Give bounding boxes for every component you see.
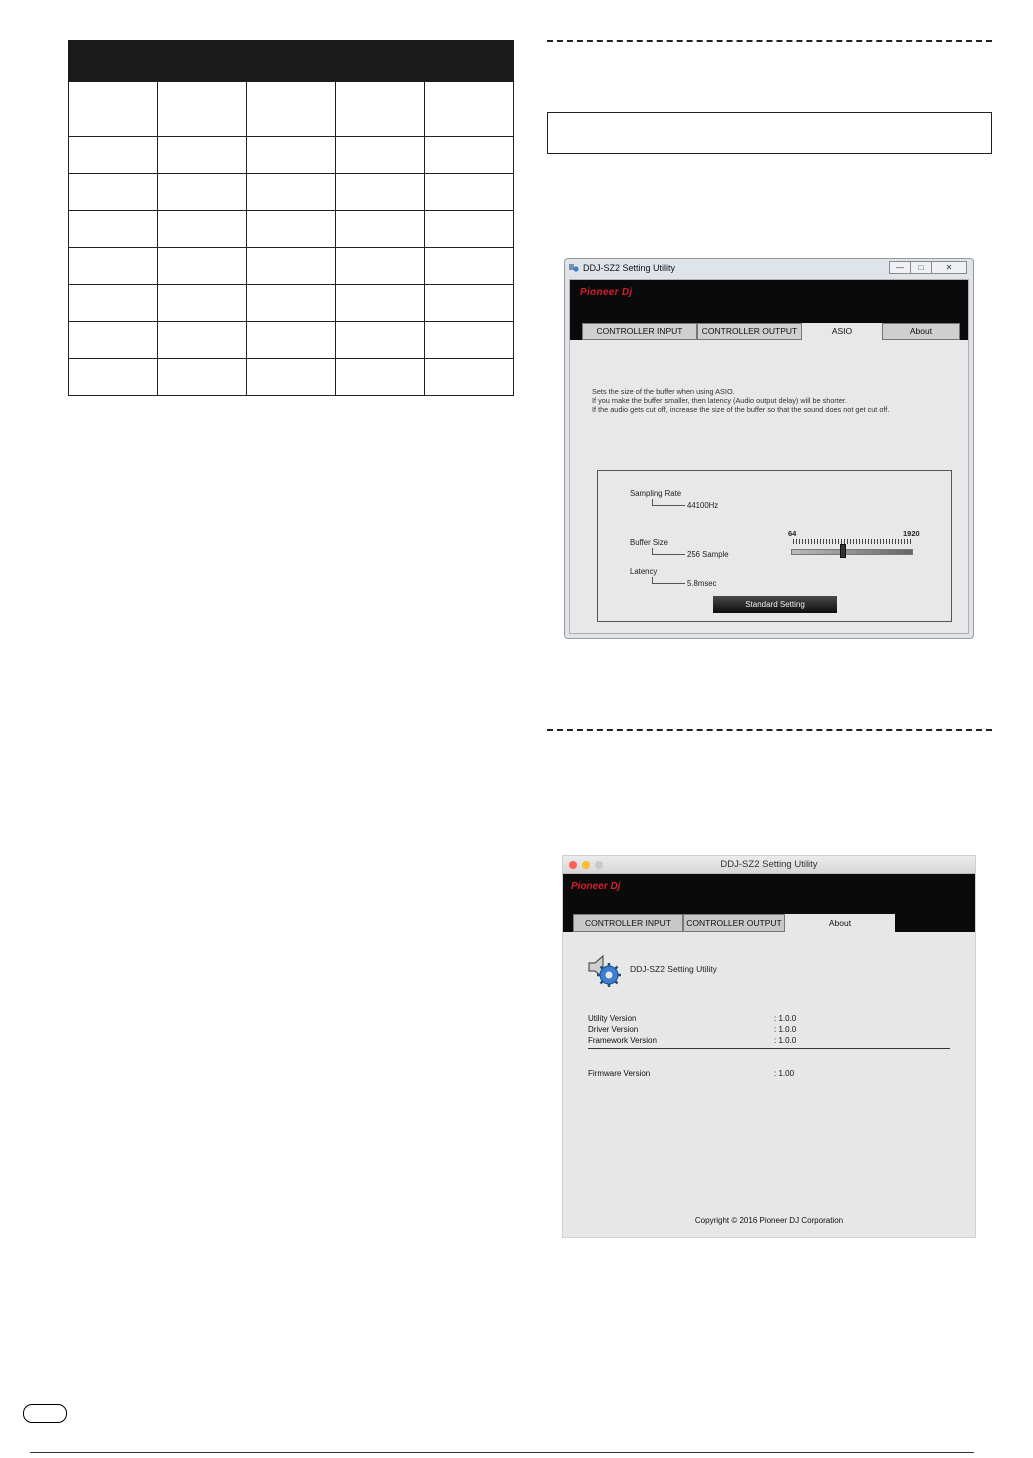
table-cell: [425, 248, 514, 285]
table-header-row: [69, 41, 514, 82]
table-cell: [69, 137, 158, 174]
framework-version-label: Framework Version: [588, 1036, 657, 1045]
pioneer-dj-logo: Pioneer Dj: [580, 287, 633, 298]
table-row: [69, 359, 514, 396]
connector-line: [652, 548, 685, 555]
table-cell: [425, 211, 514, 248]
slider-min-label: 64: [788, 529, 797, 538]
table-cell: [158, 211, 247, 248]
copyright-text: Copyright © 2016 Pioneer DJ Corporation: [694, 1216, 844, 1225]
note-box: [547, 112, 992, 154]
table-cell: [425, 359, 514, 396]
table-cell: [247, 359, 336, 396]
table-cell: [158, 174, 247, 211]
window-controls: [890, 261, 967, 274]
table-row: [69, 137, 514, 174]
table-header-cell: [69, 41, 158, 82]
table-cell: [336, 82, 425, 137]
sampling-rate-value: 44100Hz: [687, 501, 719, 510]
app-icon: [569, 263, 579, 273]
table-cell: [336, 248, 425, 285]
table-cell: [425, 137, 514, 174]
tab-about[interactable]: About: [785, 914, 895, 932]
connector-line: [652, 499, 685, 506]
brand-header: [563, 874, 975, 932]
version-divider: [588, 1048, 950, 1049]
table-cell: [69, 322, 158, 359]
utility-version-label: Utility Version: [588, 1014, 637, 1023]
tab-asio[interactable]: ASIO: [802, 323, 882, 340]
section-divider-dashed: [547, 40, 992, 42]
table-cell: [69, 359, 158, 396]
table-cell: [247, 82, 336, 137]
table-cell: [69, 211, 158, 248]
table-row: [69, 285, 514, 322]
description-line: If you make the buffer smaller, then latency (Audio output delay) will be shorter.: [592, 396, 847, 405]
speaker-gear-icon: [587, 953, 625, 989]
window-titlebar: [569, 263, 675, 273]
connector-line: [652, 577, 685, 584]
tab-controller-output[interactable]: CONTROLLER OUTPUT: [697, 323, 802, 340]
table-row: [69, 211, 514, 248]
table-header-cell: [158, 41, 247, 82]
page-number-badge: [23, 1404, 67, 1423]
table-cell: [425, 174, 514, 211]
table-row: [69, 174, 514, 211]
table-cell: [158, 359, 247, 396]
window-titlebar: [563, 856, 975, 874]
description-line: If the audio gets cut off, increase the size of the buffer so that the sound does not get cut off.: [592, 405, 890, 414]
footer-rule: [30, 1452, 974, 1453]
table-cell: [425, 322, 514, 359]
table-cell: [158, 137, 247, 174]
latency-label: Latency: [630, 567, 658, 576]
table-header-cell: [247, 41, 336, 82]
maximize-button[interactable]: □: [910, 261, 932, 274]
table-cell: [158, 248, 247, 285]
slider-ticks: [793, 539, 913, 544]
close-button[interactable]: ✕: [931, 261, 967, 274]
slider-max-label: 1920: [903, 529, 920, 538]
spec-table: [68, 40, 514, 396]
tab-controller-input[interactable]: CONTROLLER INPUT: [582, 323, 697, 340]
table-row: [69, 82, 514, 137]
buffer-size-label: Buffer Size: [630, 538, 668, 547]
table-cell: [247, 248, 336, 285]
table-cell: [336, 322, 425, 359]
table-cell: [247, 211, 336, 248]
table-row: [69, 322, 514, 359]
tab-about[interactable]: About: [882, 323, 960, 340]
table-header-cell: [425, 41, 514, 82]
table-cell: [247, 285, 336, 322]
table-cell: [158, 285, 247, 322]
table-row: [69, 248, 514, 285]
table-cell: [158, 322, 247, 359]
table-cell: [69, 248, 158, 285]
slider-thumb[interactable]: [840, 544, 846, 558]
table-cell: [336, 174, 425, 211]
table-cell: [425, 82, 514, 137]
pioneer-dj-logo: Pioneer Dj: [571, 881, 621, 892]
table-cell: [336, 211, 425, 248]
standard-setting-button[interactable]: Standard Setting: [713, 596, 837, 613]
window-title: DDJ-SZ2 Setting Utility: [720, 859, 818, 870]
tab-controller-input[interactable]: CONTROLLER INPUT: [573, 914, 683, 932]
table-cell: [247, 174, 336, 211]
mac-setting-utility-window: [562, 855, 976, 1238]
brand-header: [570, 280, 968, 340]
framework-version-value: : 1.0.0: [774, 1036, 797, 1045]
firmware-version-label: Firmware Version: [588, 1069, 651, 1078]
table-cell: [425, 285, 514, 322]
minimize-button[interactable]: —: [889, 261, 911, 274]
table-cell: [336, 285, 425, 322]
windows-setting-utility-window: [564, 258, 974, 639]
buffer-size-slider[interactable]: [791, 549, 913, 555]
asio-description: [592, 387, 889, 414]
table-cell: [336, 137, 425, 174]
buffer-size-value: 256 Sample: [687, 550, 729, 559]
window-content: [569, 279, 969, 634]
firmware-version-value: : 1.00: [774, 1069, 795, 1078]
table-header-cell: [336, 41, 425, 82]
sampling-rate-label: Sampling Rate: [630, 489, 682, 498]
table-cell: [158, 82, 247, 137]
table-cell: [69, 82, 158, 137]
tab-controller-output[interactable]: CONTROLLER OUTPUT: [683, 914, 785, 932]
table-cell: [69, 174, 158, 211]
table-cell: [247, 137, 336, 174]
window-title: DDJ-SZ2 Setting Utility: [583, 263, 676, 273]
table-cell: [247, 322, 336, 359]
latency-value: 5.8msec: [687, 579, 717, 588]
table-cell: [336, 359, 425, 396]
table-cell: [69, 285, 158, 322]
driver-version-label: Driver Version: [588, 1025, 639, 1034]
asio-settings-panel: [597, 470, 952, 622]
description-line: Sets the size of the buffer when using ASIO.: [592, 387, 735, 396]
app-name: DDJ-SZ2 Setting Utility: [630, 964, 717, 974]
section-divider-dashed: [547, 729, 992, 731]
driver-version-value: : 1.0.0: [774, 1025, 797, 1034]
utility-version-value: : 1.0.0: [774, 1014, 797, 1023]
